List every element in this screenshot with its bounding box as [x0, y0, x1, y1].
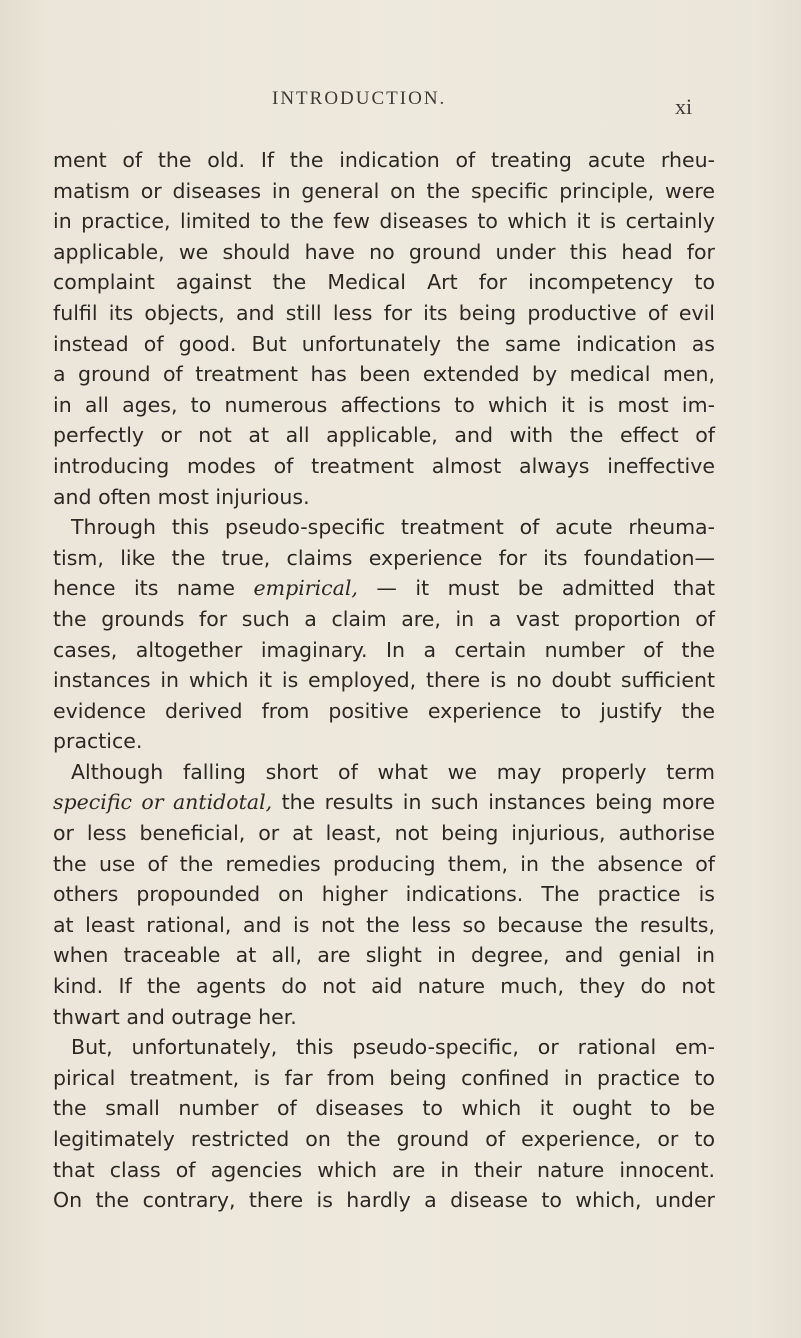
text-line: Although falling short of what we may properly term: [71, 759, 715, 784]
text-line: [53, 573, 715, 604]
text-line: ment of the old. If the indication of treating acute rheu-: [53, 148, 715, 172]
text-line: and often most injurious.: [53, 484, 310, 509]
text-run: hence its name: [53, 576, 254, 601]
text-line: the grounds for such a claim are, in a vast proportion of: [53, 606, 715, 631]
text-line: instances in which it is employed, there is no doubt sufficient: [53, 668, 715, 693]
italic-term: empirical,: [253, 576, 358, 601]
text-line: a ground of treatment has been extended by medical men,: [53, 362, 715, 387]
text-line: cases, altogether imaginary. In a certain number of the: [53, 637, 715, 662]
body-text: [53, 145, 715, 1216]
text-line: legitimately restricted on the ground of experience, or to: [53, 1127, 715, 1151]
text-line: But, unfortunately, this pseudo-specific, or rational em-: [71, 1035, 715, 1060]
text-line: practice.: [53, 729, 143, 754]
text-run: the results in such instances being more: [272, 790, 716, 815]
text-line: pirical treatment, is far from being confined in practice to: [53, 1065, 715, 1090]
text-line: the small number of diseases to which it ought to be: [53, 1096, 715, 1121]
text-line: evidence derived from positive experience to justify the: [53, 698, 715, 723]
text-line: the use of the remedies producing them, in the absence of: [53, 851, 715, 876]
text-line: complaint against the Medical Art for incompetency to: [53, 270, 715, 295]
text-line: On the contrary, there is hardly a disease to which, under: [53, 1188, 715, 1213]
text-line: introducing modes of treatment almost always ineffective: [53, 453, 715, 478]
text-line: perfectly or not at all applicable, and with the effect of: [53, 423, 715, 448]
text-line: Through this pseudo-specific treatment of acute rheuma-: [71, 515, 715, 540]
text-run: — it must be admitted that: [357, 576, 715, 601]
italic-term: specific or antidotal,: [53, 790, 273, 815]
text-line: matism or diseases in general on the specific principle, were: [53, 178, 715, 203]
page-number: xi: [675, 94, 693, 119]
text-line: when traceable at all, are slight in degree, and genial in: [53, 943, 715, 968]
text-line: others propounded on higher indications. The practice is: [53, 882, 715, 907]
text-line: at least rational, and is not the less so because the results,: [53, 912, 715, 937]
text-line: kind. If the agents do not aid nature much, they do not: [53, 974, 715, 999]
text-line: or less beneficial, or at least, not being injurious, authorise: [53, 821, 715, 846]
running-head-title: INTRODUCTION.: [272, 88, 447, 109]
running-head: [0, 88, 801, 128]
text-line: instead of good. But unfortunately the same indication as: [53, 331, 715, 356]
text-line: fulfil its objects, and still less for its being productive of evil: [53, 300, 715, 325]
text-line: [53, 787, 715, 818]
text-line: that class of agencies which are in their nature innocent.: [53, 1157, 715, 1182]
text-line: tism, like the true, claims experience for its foundation—: [53, 545, 715, 570]
text-line: in practice, limited to the few diseases to which it is certainly: [53, 209, 715, 234]
text-line: applicable, we should have no ground under this head for: [53, 239, 715, 264]
text-line: in all ages, to numerous affections to which it is most im-: [53, 392, 715, 417]
text-line: thwart and outrage her.: [53, 1004, 297, 1029]
